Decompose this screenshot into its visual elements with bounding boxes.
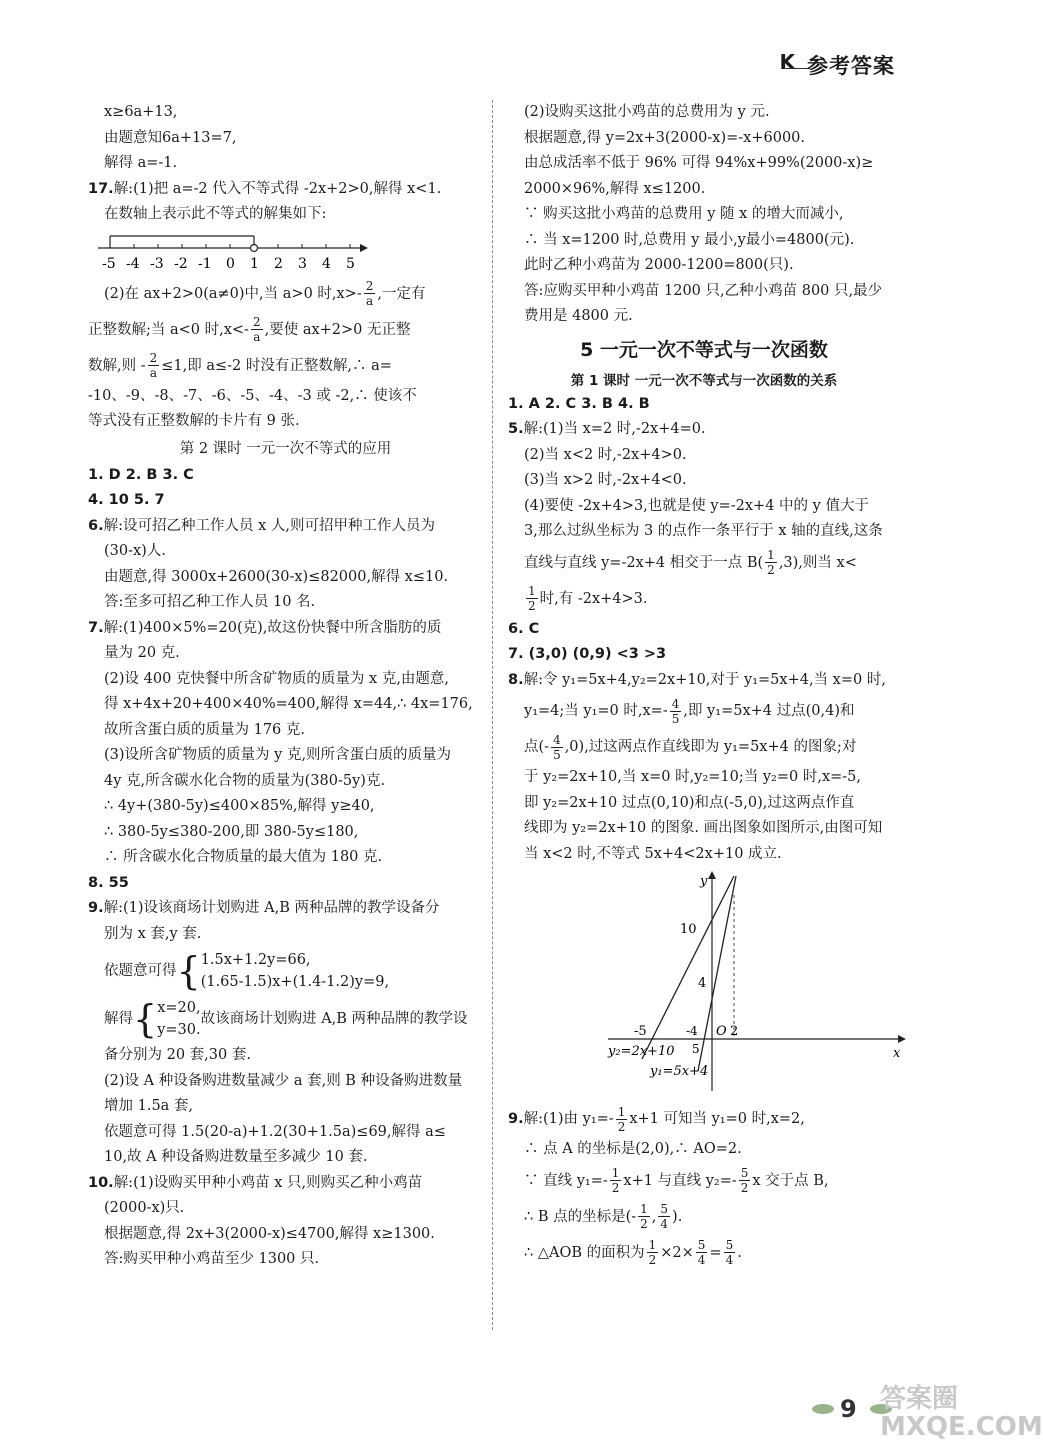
text-line: (30-x)人. [104, 543, 166, 559]
line1-label: y₁=5x+4 [650, 1064, 709, 1079]
text-line: (3)设所含矿物质的质量为 y 克,则所含蛋白质的质量为 [104, 747, 452, 763]
text-line: (2)设购买这批小鸡苗的总费用为 y 元. [524, 104, 770, 120]
number-line [88, 228, 483, 276]
text-line: y₁=4;当 y₁=0 时,x=- $\frac{4}{5}$ ,即 y₁=5x+4 过点(0,4)和 [524, 696, 855, 726]
fraction: $\frac{2}{a}$ [365, 279, 374, 308]
text-line: $\frac{1}{2}$ 时,有 -2x+4>3. [528, 584, 648, 613]
answer-line: 1. A 2. C 3. B 4. B [508, 395, 650, 412]
text-line: 依题意可得 1.5(20-a)+1.2(30+1.5a)≤69,解得 a≤ [104, 1123, 446, 1140]
fraction: $\frac{4}{5}$ [553, 732, 561, 762]
q9r: 9.解:(1)由 y₁=- $\frac{1}{2}$ x+1 可知当 y₁=0 时,x=2, [508, 1104, 805, 1134]
text-line: 10,故 A 种设备购进数量至多减少 10 套. [104, 1149, 368, 1165]
text-line: 根据题意,得 2x+3(2000-x)≤4700,解得 x≥1300. [104, 1225, 435, 1242]
tick-label: 1 [250, 255, 259, 272]
x-label: x [893, 1046, 901, 1061]
text-line: 在数轴上表示此不等式的解集如下: [104, 206, 327, 222]
left-column [88, 100, 483, 1273]
text-line: ∵ 购买这批小鸡苗的总费用 y 随 x 的增大而减小, [524, 206, 844, 222]
text-line: 解得 a=-1. [104, 155, 178, 171]
text-line: 4y 克,所含碳水化合物的质量为(380-5y)克. [104, 772, 386, 789]
text-line: 3,那么过纵坐标为 3 的点作一条平行于 x 轴的直线,这条 [524, 523, 883, 539]
header-title: 参考答案 [807, 54, 895, 78]
question-number: 17. [88, 180, 114, 197]
tick-label: -3 [150, 255, 164, 272]
fraction: $\frac{2}{a}$ [149, 351, 158, 380]
answer-line: 1. D 2. B 3. C [88, 466, 194, 483]
q9: 9.解:(1)设该商场计划购进 A,B 两种品牌的教学设备分 [88, 900, 440, 916]
text-line: (3)当 x>2 时,-2x+4<0. [524, 472, 687, 488]
text-line: 直线与直线 y=-2x+4 相交于一点 B( $\frac{1}{2}$ ,3),则当 x< [524, 548, 857, 577]
origin-label: O [716, 1024, 727, 1039]
text-line: ∵ 直线 y₁=- $\frac{1}{2}$ x+1 与直线 y₂=- $\frac{5}{2}$ x 交于点 B, [524, 1166, 829, 1195]
text-line: 于 y₂=2x+10,当 x=0 时,y₂=10;当 y₂=0 时,x=-5, [524, 769, 862, 785]
right-column [508, 100, 900, 1271]
leaf-ornament-left [812, 1404, 834, 1414]
text-line: ∴ 当 x=1200 时,总费用 y 最小,y最小=4800(元). [524, 231, 855, 248]
text-line: 正整数解;当 a<0 时,x<- $\frac{2}{a}$ ,要使 ax+2>0 无正整 [88, 315, 411, 344]
text-line: 2000×96%,解得 x≤1200. [524, 180, 706, 197]
fraction: $\frac{1}{2}$ [528, 584, 536, 613]
text-line: -10、-9、-8、-7、-6、-5、-4、-3 或 -2,∴ 使该不 [88, 387, 417, 404]
y-label: y [700, 874, 708, 889]
text-line: 由总成活率不低于 96% 可得 94%x+99%(2000-x)≥ [524, 155, 874, 171]
fraction: $\frac{4}{5}$ [671, 696, 680, 726]
header-logo: K [779, 50, 795, 74]
text-line: 点(- $\frac{4}{5}$ ,0),过这两点作直线即为 y₁=5x+4 的图象;对 [524, 732, 857, 762]
lesson-title: 第 1 课时 一元一次不等式与一次函数的关系 [570, 372, 838, 389]
text-line: 由题意知6a+13=7, [104, 129, 237, 146]
text-line: x≥6a+13, [104, 104, 178, 120]
text-line: 备分别为 20 套,30 套. [104, 1047, 251, 1063]
text-line: (2)设 A 种设备购进数量减少 a 套,则 B 种设备购进数量 [104, 1072, 463, 1089]
fraction: $\frac{1}{2}$ [617, 1104, 626, 1134]
text-line: ∴ 点 A 的坐标是(2,0),∴ AO=2. [524, 1141, 742, 1157]
line2-label: y₂=2x+10 [608, 1044, 675, 1059]
page-number: 9 [840, 1395, 857, 1423]
tick-4: 4 [698, 976, 707, 991]
text-line: ∴ △AOB 的面积为 $\frac{1}{2}$ ×2× $\frac{5}{4}$ = $\frac{5}{4}$ . [524, 1238, 742, 1267]
text-line: 答:至多可招乙种工作人员 10 名. [104, 594, 316, 610]
lesson-title: 第 2 课时 一元一次不等式的应用 [179, 440, 392, 457]
function-graph [588, 871, 908, 1101]
text-line: 量为 20 克. [104, 645, 180, 661]
line-y1 [698, 876, 739, 1071]
tick-neg4: -4 [686, 1024, 698, 1038]
q6: 6.解:设可招乙种工作人员 x 人,则可招甲种工作人员为 [88, 517, 435, 534]
q7: 7.解:(1)400×5%=20(克),故这份快餐中所含脂肪的质 [88, 619, 442, 636]
tick-label: 2 [274, 255, 283, 272]
answer-line: 8. 55 [88, 874, 129, 891]
fraction: $\frac{1}{2}$ [767, 548, 775, 577]
text-line: 答:应购买甲种小鸡苗 1200 只,乙种小鸡苗 800 只,最少 [524, 282, 883, 299]
tick-2: 2 [730, 1024, 739, 1039]
equation-solution: 解得{ x=20, y=30. 故该商场计划购进 A,B 两种品牌的教学设 [104, 997, 468, 1041]
text-line: 根据题意,得 y=2x+3(2000-x)=-x+6000. [524, 129, 806, 146]
number-line-svg [88, 228, 368, 276]
text-line: 由题意,得 3000x+2600(30-x)≤82000,解得 x≤10. [104, 568, 449, 585]
answer-line: 7. (3,0) (0,9) <3 >3 [508, 646, 667, 662]
text-line: 增加 1.5a 套, [104, 1098, 194, 1114]
text-line: (2000-x)只. [104, 1200, 185, 1216]
text-line: 线即为 y₂=2x+10 的图象. 画出图象如图所示,由图可知 [524, 820, 883, 836]
q17 [88, 177, 483, 203]
text-line: 当 x<2 时,不等式 5x+4<2x+10 成立. [524, 845, 782, 862]
tick-label: -2 [174, 255, 188, 272]
text-line: 此时乙种小鸡苗为 2000-1200=800(只). [524, 257, 794, 273]
text-line: 得 x+4x+20+400×40%=400,解得 x=44,∴ 4x=176, [104, 696, 473, 712]
q5: 5.解:(1)当 x=2 时,-2x+4=0. [508, 421, 706, 437]
tick-label: 4 [322, 255, 331, 272]
tick-label: 0 [226, 255, 235, 272]
tick-label: -4 [126, 255, 140, 272]
answer-line: 4. 10 5. 7 [88, 492, 165, 508]
equation-system: 依题意可得{ 1.5x+1.2y=66, (1.65-1.5)x+(1.4-1.2)y=9, [104, 949, 390, 993]
tick-neg5: -5 [634, 1024, 647, 1039]
text-line: 数解,则 - $\frac{2}{a}$ ≤1,即 a≤-2 时没有正整数解,∴ a= [88, 351, 392, 380]
tick-10: 10 [680, 922, 697, 937]
tick-den5: 5 [692, 1042, 700, 1056]
text-line: ∴ 所含碳水化合物质量的最大值为 180 克. [104, 849, 383, 865]
fraction: $\frac{2}{a}$ [252, 315, 261, 344]
text-line: (4)要使 -2x+4>3,也就是使 y=-2x+4 中的 y 值大于 [524, 497, 869, 514]
text-line: 即 y₂=2x+10 过点(0,10)和点(-5,0),过这两点作直 [524, 794, 855, 811]
text-line: 费用是 4800 元. [524, 308, 633, 324]
q10: 10.解:(1)设购买甲种小鸡苗 x 只,则购买乙种小鸡苗 [88, 1174, 423, 1191]
text-line: (2)当 x<2 时,-2x+4>0. [524, 446, 687, 463]
q8: 8.解:令 y₁=5x+4,y₂=2x+10,对于 y₁=5x+4,当 x=0 时, [508, 671, 886, 688]
watermark: 答案圈 MXQE.COM [880, 1384, 1043, 1442]
text-line: 别为 x 套,y 套. [104, 925, 202, 942]
text-line: ∴ 380-5y≤380-200,即 380-5y≤180, [104, 823, 359, 840]
text-line: 答:购买甲种小鸡苗至少 1300 只. [104, 1251, 320, 1267]
tick-label: -5 [102, 255, 116, 272]
text-line: 故所含蛋白质的质量为 176 克. [104, 721, 306, 738]
section-title: 5 一元一次不等式与一次函数 [580, 338, 828, 361]
answer-line: 6. C [508, 620, 540, 637]
text-line: ∴ B 点的坐标是(- $\frac{1}{2}$ , $\frac{5}{4}$ ). [524, 1202, 683, 1231]
column-divider [492, 100, 493, 1330]
tick-label: 3 [298, 255, 307, 272]
text-line: (2)在 ax+2>0(a≠0)中,当 a>0 时,x>- $\frac{2}{a}$ ,一定有 [104, 279, 426, 308]
text-line: 等式没有正整数解的卡片有 9 张. [88, 413, 300, 429]
text-line: ∴ 4y+(380-5y)≤400×85%,解得 y≥40, [104, 798, 375, 814]
open-circle [251, 244, 258, 251]
tick-label: -1 [198, 255, 212, 272]
text-line: (2)设 400 克快餐中所含矿物质的质量为 x 克,由题意, [104, 670, 450, 687]
text: 解:(1)把 a=-2 代入不等式得 -2x+2>0,解得 x<1. [113, 180, 442, 197]
tick-label: 5 [346, 255, 355, 272]
